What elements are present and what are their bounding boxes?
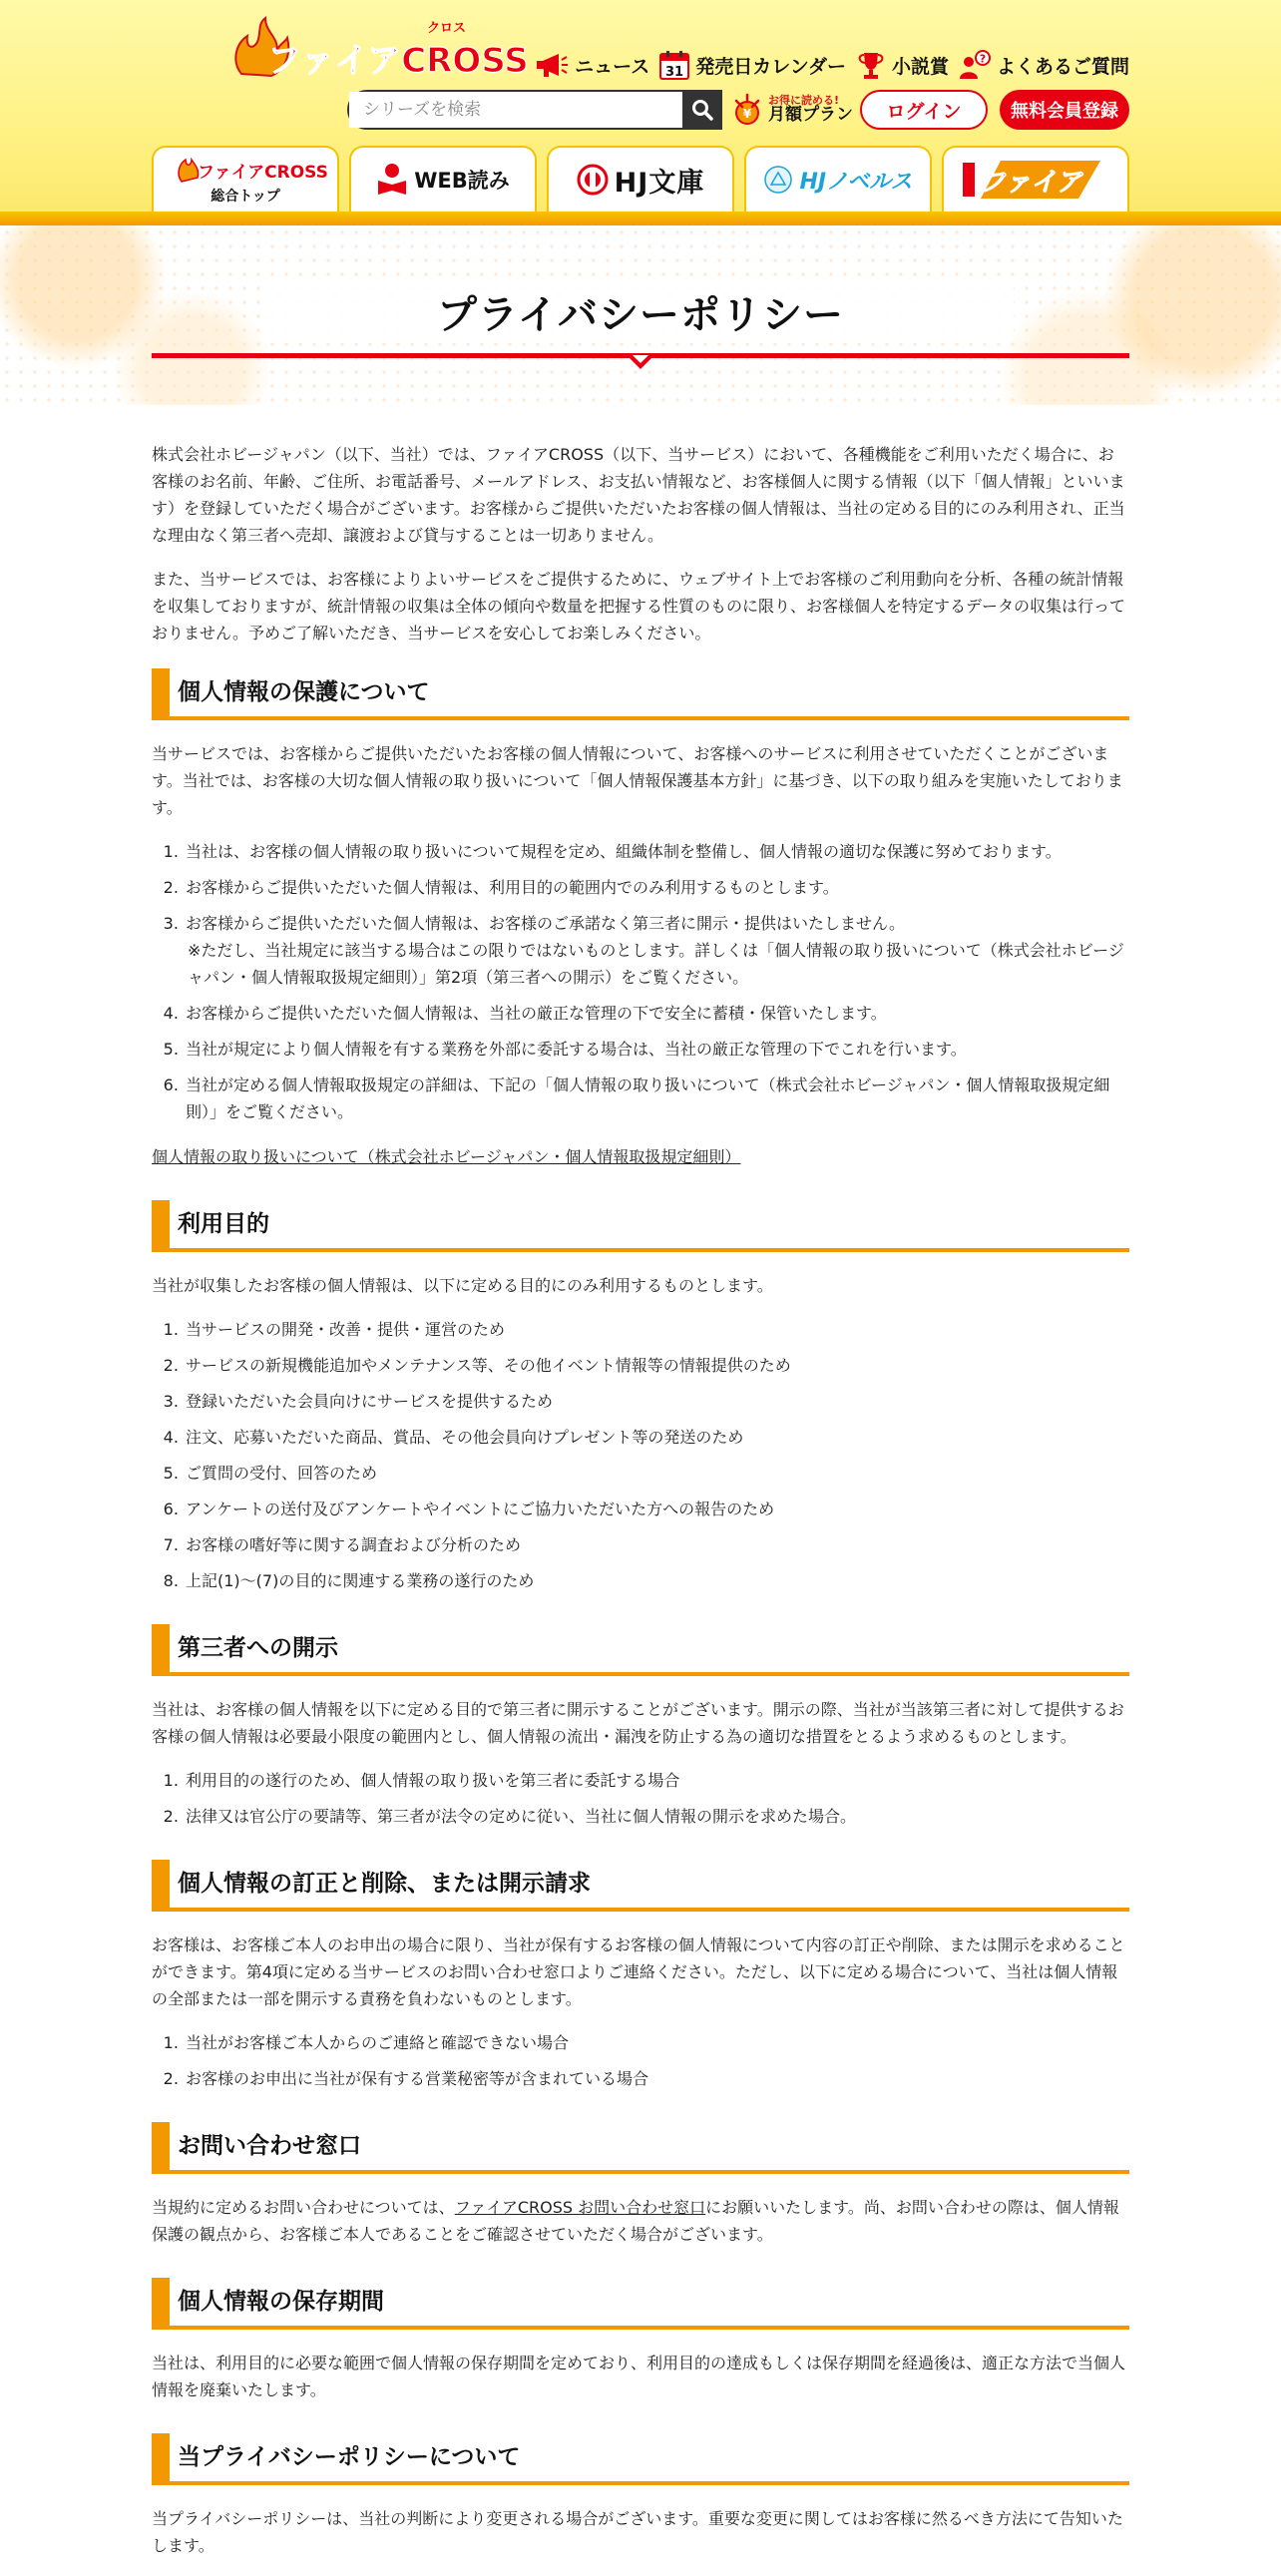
personal-info-handling-link[interactable]: 個人情報の取り扱いについて（株式会社ホビージャパン・個人情報取扱規定細則） [152,1147,741,1166]
tab-general-top-label: 総合トップ [211,189,280,205]
tab-hj-novels[interactable] [744,146,932,212]
list-item: 5. 当社が規定により個人情報を有する業務を外部に委託する場合は、当社の厳正な管理の下でこれを行います。 [184,1036,1129,1063]
comic-fire-logo-text: ファイア [979,168,1082,198]
svg-text:¥: ¥ [742,107,752,121]
tab-comic-fire[interactable] [942,146,1129,212]
title-notch-icon [627,355,654,371]
reader-icon [376,163,408,197]
search-icon [691,99,713,121]
trophy-icon [856,50,886,80]
nav-calendar[interactable] [659,50,846,80]
label-tabs [152,146,1129,212]
list-item: 6. アンケートの送付及びアンケートやイベントにご協力いただいた方への報告のため [184,1496,1129,1522]
heading-policy: 当プライバシーポリシーについて [152,2433,1129,2485]
nav-novel-award[interactable] [856,50,949,80]
fire-cross-logo [227,14,529,86]
contact-window-link[interactable]: ファイアCROSS お問い合わせ窓口 [454,2198,706,2217]
comic-fire-logo [961,155,1110,205]
nav-calendar-label: 発売日カレンダー [695,55,846,78]
site-header [0,0,1281,221]
list-item: 4. 注文、応募いただいた商品、賞品、その他会員向けプレゼント等の発送のため [184,1424,1129,1451]
protection-body: 当サービスでは、お客様からご提供いただいたお客様の個人情報について、お客様へのサービスに利用させていただくことがございます。当社では、お客様の大切な個人情報の取り扱いについて「個人情報保護基本方針」に基づき、以下の取り組みを実施いたしております。 [152,744,1123,817]
protection-list [152,838,1129,1125]
series-search [347,90,722,130]
list-item: 4. お客様からご提供いただいた個人情報は、当社の厳正な管理の下で安全に蓄積・保管いたします。 [184,1000,1129,1027]
tab-web-read[interactable] [349,146,537,212]
list-item: 2. お客様のお申出に当社が保有する営業秘密等が含まれている場合 [184,2065,1129,2092]
question-person-icon [959,50,991,80]
tab-hj-bunko-label: HJ文庫 [614,167,705,199]
purpose-body: 当社が収集したお客様の個人情報は、以下に定める目的にのみ利用するものとします。 [152,1276,773,1295]
policy-content [152,441,1129,2576]
hj-bunko-emblem-icon [577,164,609,196]
correction-body: お客様は、お客様ご本人のお申出の場合に限り、当社が保有するお客様の個人情報について内容の訂正や削除、または開示を求めることができます。第4項に定める当サービスのお問い合わせ窓口よりご連絡ください。ただし、以下に定める場合について、当社は個人情報の全部または一部を開示する責務を負わないものとします。 [152,1935,1125,2008]
tab-logo-text: ファイアCROSS [198,163,328,183]
register-button[interactable]: 無料会員登録 [1000,90,1129,130]
list-item-text: お客様からご提供いただいた個人情報は、お客様のご承諾なく第三者に開示・提供はいたしません。 [186,914,905,933]
intro-paragraph-2: また、当サービスでは、お客様によりよいサービスをご提供するために、ウェブサイト上でお客様のご利用動向を分析、各種の統計情報を収集しておりますが、統計情報の収集は全体の傾向や数量を把握する性質のものに限り、お客様個人を特定するデータの収集は行っておりません。予めご了解いただき、当サービスを安心してお楽しみください。 [152,570,1126,643]
purpose-list [152,1316,1129,1594]
retention-body: 当社は、利用目的に必要な範囲で個人情報の保存期間を定めており、利用目的の達成もしくは保存期間を経過後は、適正な方法で当個人情報を廃棄いたします。 [152,2354,1126,2399]
correction-list [152,2029,1129,2092]
heading-disclosure: 第三者への開示 [152,1624,1129,1676]
list-item: 8. 上記(1)～(7)の目的に関連する業務の遂行のため [184,1567,1129,1594]
list-item: 7. お客様の嗜好等に関する調査および分析のため [184,1531,1129,1558]
calendar-icon [659,50,689,80]
list-item: 1. 利用目的の遂行のため、個人情報の取り扱いを第三者に委託する場合 [184,1767,1129,1794]
heading-retention: 個人情報の保存期間 [152,2278,1129,2330]
nav-news[interactable] [535,51,649,79]
contact-body-before: 当規約に定めるお問い合わせについては、 [152,2198,455,2217]
megaphone-icon [535,51,569,79]
coin-icon [730,93,764,127]
plan-label: 月額プラン [768,104,853,125]
fire-cross-mini-logo [176,154,328,184]
search-button[interactable] [682,90,722,130]
list-item: 1. 当社がお客様ご本人からのご連絡と確認できない場合 [184,2029,1129,2056]
top-navigation [529,48,1129,82]
list-item-note: ※ただし、当社規定に該当する場合はこの限りではないものとします。詳しくは「個人情報の取り扱いについて（株式会社ホビージャパン・個人情報取扱規定細則）」第2項（第三者への開示）をご覧ください。 [188,941,1124,987]
header-bottom-border [0,212,1281,225]
contact-body [152,2194,1129,2248]
intro-paragraph-1: 株式会社ホビージャパン（以下、当社）では、ファイアCROSS（以下、当サービス）において、各種機能をご利用いただく場合に、お客様のお名前、年齢、ご住所、お電話番号、メールアドレス、お支払い情報など、お客様個人に関する情報（以下「個人情報」といいます）を登録していただく場合がございます。お客様からご提供いただいたお客様の個人情報は、当社の定める目的にのみ利用され、正当な理由なく第三者へ売却、譲渡および貸与することは一切ありません。 [152,445,1125,545]
list-item: 2. 法律又は官公庁の要請等、第三者が法令の定めに従い、当社に個人情報の開示を求めた場合。 [184,1803,1129,1830]
list-item: 3. 登録いただいた会員向けにサービスを提供するため [184,1388,1129,1415]
list-item: 1. 当社は、お客様の個人情報の取り扱いについて規程を定め、組織体制を整備し、個人情報の適切な保護に努めております。 [184,838,1129,865]
page-title: プライバシーポリシー [437,292,844,338]
calendar-icon-number: 31 [665,65,684,80]
disclosure-list [152,1767,1129,1830]
login-button[interactable]: ログイン [860,90,988,130]
nav-novel-award-label: 小説賞 [891,55,949,78]
contact-body-after: にお願いいたします。尚、お問い合わせの際は、個人情報保護の観点から、お客様ご本人であることをご確認させていただく場合がございます。 [152,2198,1119,2244]
svg-text:?: ? [979,52,987,66]
list-item: 2. サービスの新規機能追加やメンテナンス等、その他イベント情報等の情報提供のため [184,1352,1129,1379]
logo-ruby: クロス [427,21,467,36]
disclosure-body: 当社は、お客様の個人情報を以下に定める目的で第三者に開示することがございます。開示の際、当社が当該第三者に対して提供するお客様の個人情報は必要最小限度の範囲内とし、個人情報の流出・漏洩を防止する為の適切な措置をとるよう求めるものとします。 [152,1700,1124,1746]
list-item: 1. 当サービスの開発・改善・提供・運営のため [184,1316,1129,1343]
list-item: 6. 当社が定める個人情報取扱規定の詳細は、下記の「個人情報の取り扱いについて（株式会社ホビージャパン・個人情報取扱規定細則）」をご覧ください。 [184,1072,1129,1125]
policy-body: 当プライバシーポリシーは、当社の判断により変更される場合がございます。重要な変更に関してはお客様に然るべき方法にて告知いたします。 [152,2509,1123,2555]
plan-subtext: お得に読める! [768,94,840,108]
site-logo[interactable] [227,14,529,86]
monthly-plan-link[interactable] [730,88,854,132]
list-item: 5. ご質問の受付、回答のため [184,1460,1129,1487]
nav-faq-label: よくあるご質問 [996,55,1129,78]
tab-hj-bunko[interactable] [547,146,734,212]
heading-contact: お問い合わせ窓口 [152,2122,1129,2174]
heading-correction: 個人情報の訂正と削除、または開示請求 [152,1860,1129,1912]
logo-text: ファイアCROSS [267,41,529,81]
tab-hj-novels-label: HJノベルス [799,169,913,195]
tab-general-top[interactable] [152,146,339,212]
hj-novels-emblem-icon [763,165,793,195]
series-search-input[interactable] [349,92,720,128]
list-item [184,910,1129,991]
tab-web-read-label: WEB読み [414,169,510,193]
nav-news-label: ニュース [575,55,650,78]
list-item: 2. お客様からご提供いただいた個人情報は、利用目的の範囲内でのみ利用するものとします。 [184,874,1129,901]
nav-faq[interactable] [959,50,1129,80]
heading-purpose: 利用目的 [152,1200,1129,1252]
heading-protection: 個人情報の保護について [152,668,1129,720]
